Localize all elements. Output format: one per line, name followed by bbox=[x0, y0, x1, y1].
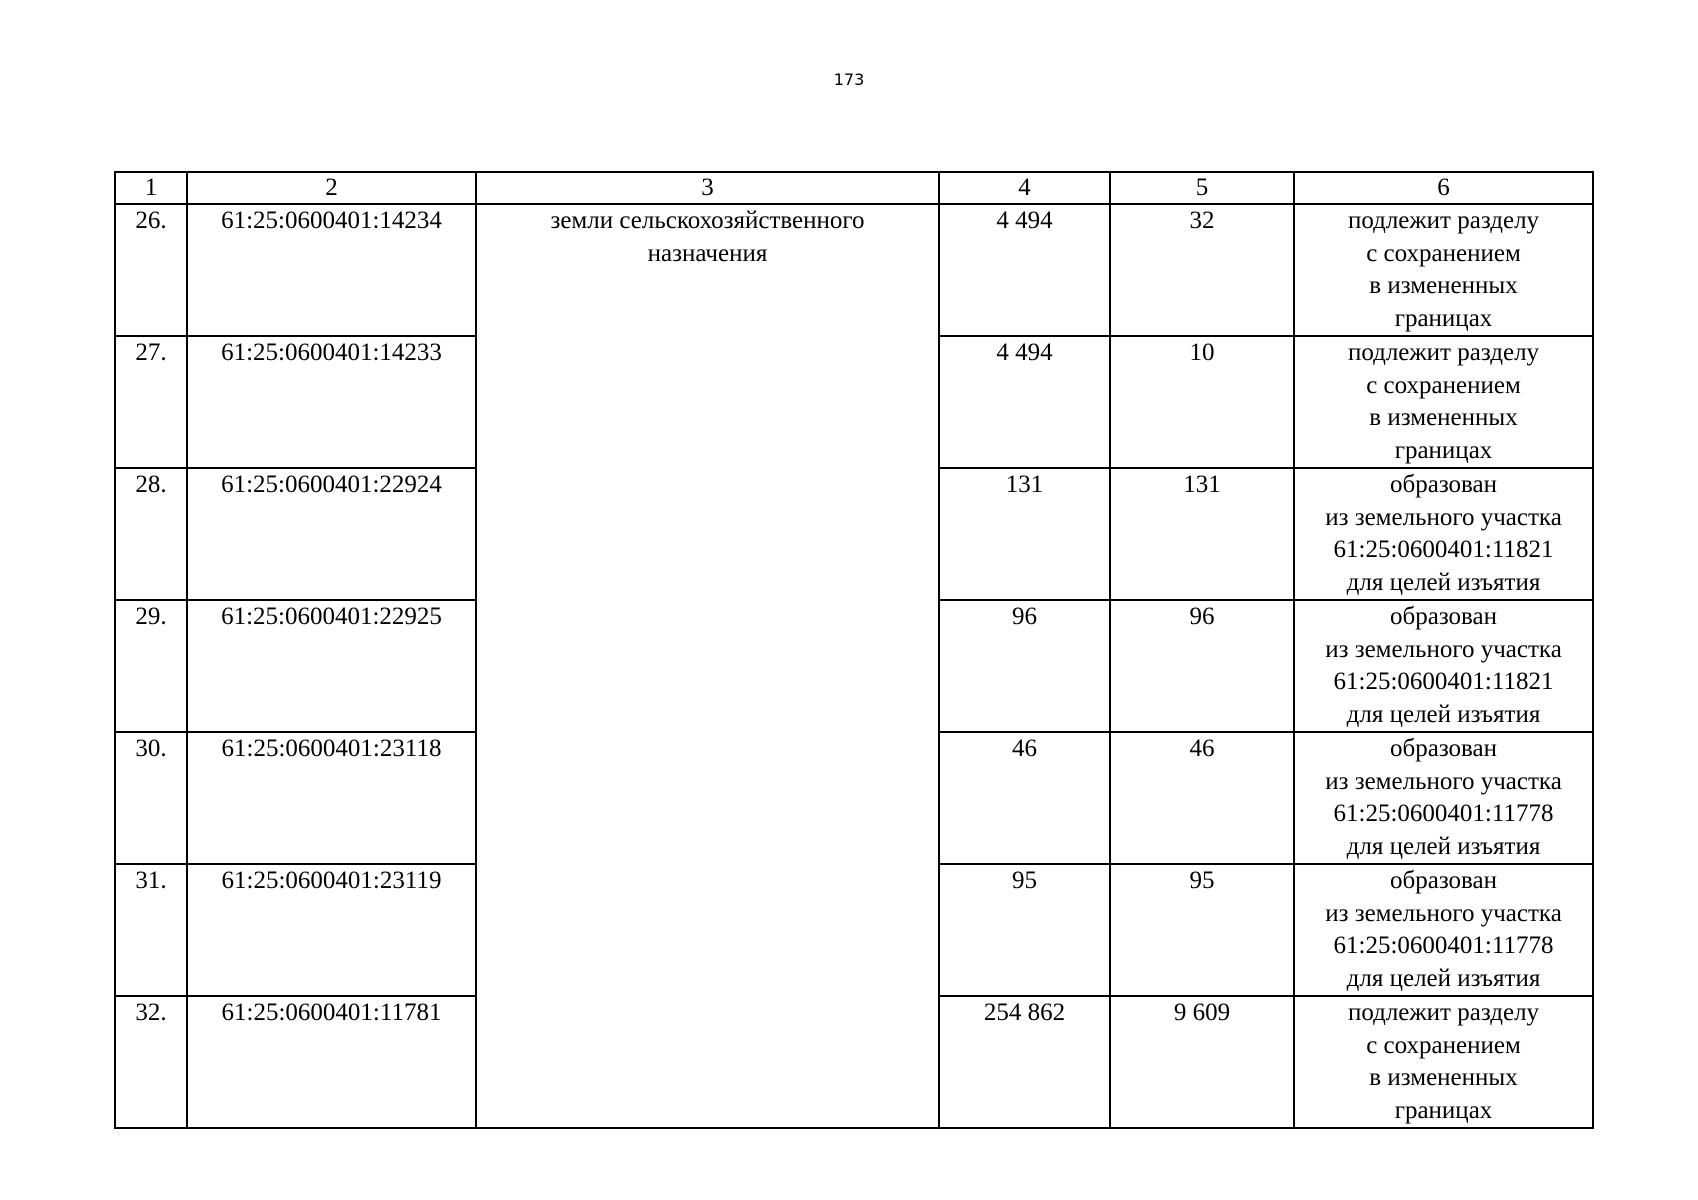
note-cell bbox=[1294, 996, 1593, 1128]
cadastral-number: 61:25:0600401:23119 bbox=[187, 864, 476, 996]
land-category-line: назначения bbox=[647, 239, 768, 267]
cadastral-number: 61:25:0600401:23118 bbox=[187, 732, 476, 864]
note-cell bbox=[1294, 732, 1593, 864]
row-number: 26. bbox=[115, 204, 187, 336]
note-line: из земельного участка bbox=[1325, 767, 1562, 795]
row-number: 31. bbox=[115, 864, 187, 996]
note-line: с сохранением bbox=[1366, 371, 1521, 399]
cadastral-number: 61:25:0600401:11781 bbox=[187, 996, 476, 1128]
note-line: в измененных bbox=[1369, 272, 1518, 299]
cadastral-number: 61:25:0600401:22925 bbox=[187, 600, 476, 732]
area-part: 9 609 bbox=[1110, 996, 1294, 1128]
area-part: 95 bbox=[1110, 864, 1294, 996]
note-line: в измененных bbox=[1369, 1064, 1518, 1091]
land-category-line: земли сельскохозяйственного bbox=[550, 207, 865, 234]
area-total: 4 494 bbox=[939, 204, 1110, 336]
page-number: 173 bbox=[833, 70, 865, 89]
area-total: 46 bbox=[939, 732, 1110, 864]
note-line: с сохранением bbox=[1366, 239, 1521, 267]
area-part: 32 bbox=[1110, 204, 1294, 336]
area-part: 96 bbox=[1110, 600, 1294, 732]
row-number: 32. bbox=[115, 996, 187, 1128]
note-line: образован bbox=[1390, 867, 1497, 894]
area-part: 131 bbox=[1110, 468, 1294, 600]
area-total: 4 494 bbox=[939, 336, 1110, 468]
note-cell bbox=[1294, 600, 1593, 732]
note-line: границах bbox=[1394, 436, 1493, 464]
column-header: 2 bbox=[187, 172, 476, 204]
note-line: границах bbox=[1394, 304, 1493, 332]
area-total: 131 bbox=[939, 468, 1110, 600]
column-header: 5 bbox=[1110, 172, 1294, 204]
note-line: для целей изъятия bbox=[1346, 700, 1541, 728]
land-category-cell bbox=[476, 204, 939, 1128]
note-line: образован bbox=[1390, 735, 1497, 762]
note-line: образован bbox=[1390, 603, 1497, 630]
note-line: с сохранением bbox=[1366, 1031, 1521, 1059]
area-part: 10 bbox=[1110, 336, 1294, 468]
note-line: 61:25:0600401:11821 bbox=[1333, 668, 1554, 695]
note-line: из земельного участка bbox=[1325, 899, 1562, 927]
note-cell bbox=[1294, 204, 1593, 336]
note-line: образован bbox=[1390, 471, 1497, 498]
row-number: 27. bbox=[115, 336, 187, 468]
note-line: из земельного участка bbox=[1325, 635, 1562, 663]
area-total: 95 bbox=[939, 864, 1110, 996]
column-header: 4 bbox=[939, 172, 1110, 204]
note-line: 61:25:0600401:11821 bbox=[1333, 536, 1554, 563]
column-header: 6 bbox=[1294, 172, 1593, 204]
note-line: 61:25:0600401:11778 bbox=[1333, 932, 1554, 959]
column-header: 1 bbox=[115, 172, 187, 204]
area-total: 254 862 bbox=[939, 996, 1110, 1128]
note-line: 61:25:0600401:11778 bbox=[1333, 800, 1554, 827]
note-line: в измененных bbox=[1369, 404, 1518, 431]
table-header-row bbox=[115, 172, 1593, 204]
cadastral-number: 61:25:0600401:14233 bbox=[187, 336, 476, 468]
row-number: 30. bbox=[115, 732, 187, 864]
cadastral-number: 61:25:0600401:14234 bbox=[187, 204, 476, 336]
note-cell bbox=[1294, 468, 1593, 600]
note-line: границах bbox=[1394, 1096, 1493, 1124]
note-line: подлежит разделу bbox=[1347, 207, 1540, 234]
area-total: 96 bbox=[939, 600, 1110, 732]
column-header: 3 bbox=[476, 172, 939, 204]
note-line: для целей изъятия bbox=[1346, 568, 1541, 596]
note-line: подлежит разделу bbox=[1347, 339, 1540, 366]
area-part: 46 bbox=[1110, 732, 1294, 864]
cadastral-number: 61:25:0600401:22924 bbox=[187, 468, 476, 600]
table-row bbox=[115, 204, 1593, 336]
note-cell bbox=[1294, 864, 1593, 996]
note-line: из земельного участка bbox=[1325, 503, 1562, 531]
land-plots-table bbox=[114, 171, 1594, 1129]
note-cell bbox=[1294, 336, 1593, 468]
note-line: для целей изъятия bbox=[1346, 964, 1541, 992]
note-line: для целей изъятия bbox=[1346, 832, 1541, 860]
note-line: подлежит разделу bbox=[1347, 999, 1540, 1026]
row-number: 28. bbox=[115, 468, 187, 600]
row-number: 29. bbox=[115, 600, 187, 732]
